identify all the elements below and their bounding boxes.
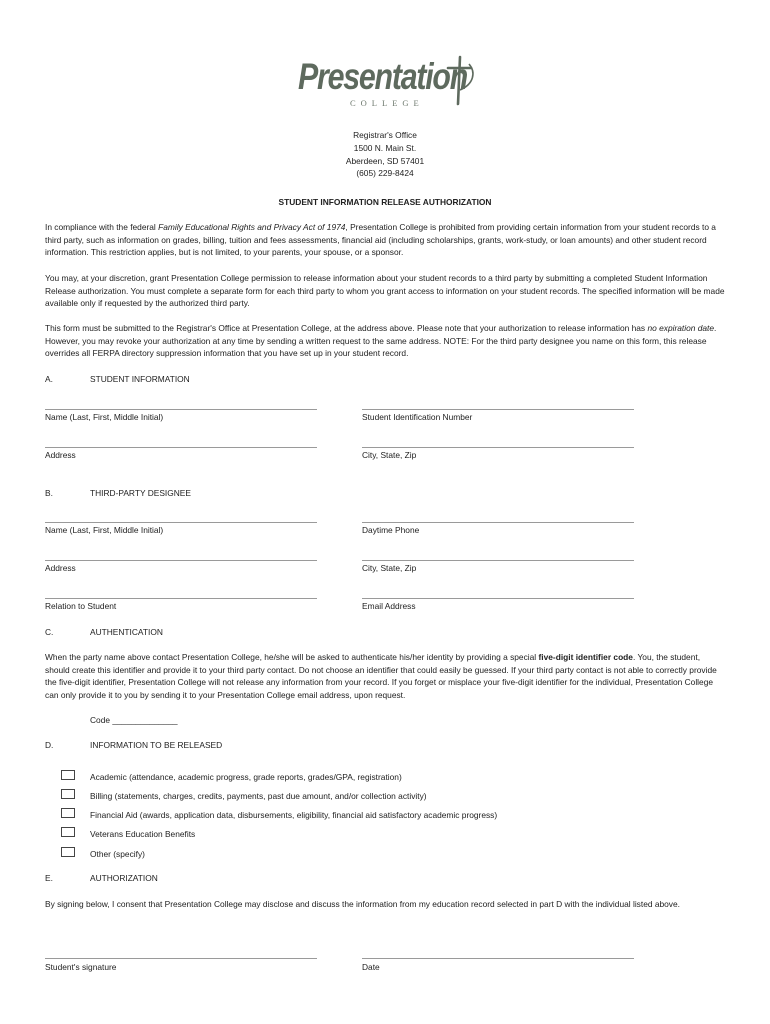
date-label: Date: [362, 962, 380, 972]
financial-aid-label: Financial Aid (awards, application data, disbursements, eligibility, financial aid satisfactory academic progress): [90, 810, 498, 820]
office-phone: (605) 229-8424: [356, 168, 414, 178]
section-d-letter: D.: [45, 740, 54, 750]
section-c-title: AUTHENTICATION: [90, 627, 163, 637]
logo-wordmark: Presentation: [298, 56, 468, 97]
section-e-letter: E.: [45, 873, 53, 883]
designee-address-label: Address: [45, 563, 76, 573]
billing-label: Billing (statements, charges, credits, payments, past due amount, and/or collection activity): [90, 791, 427, 801]
veterans-label: Veterans Education Benefits: [90, 829, 196, 839]
authentication-paragraph: When the party name above contact Presentation College, he/she will be asked to authenticate his/her identity by providing a special five-digit identifier code. You, the student, should create this identifier and provide it to your third party contact. Do not choose an identifier that could easily be guessed. If your third party contact is not able to correctly provide the five-digit identifier, Presentation College will not release any information from your record. If you forget or misplace your five-digit identifier for the individual, Presentation College can only provide it to you by sending it to your Presentation College email address, upon request.: [45, 652, 717, 700]
form-title: STUDENT INFORMATION RELEASE AUTHORIZATION: [278, 197, 492, 207]
designee-phone-label: Daytime Phone: [362, 525, 420, 535]
relation-label: Relation to Student: [45, 601, 117, 611]
student-address-label: Address: [45, 450, 76, 460]
office-city: Aberdeen, SD 57401: [345, 156, 425, 166]
student-address-field[interactable]: [45, 447, 317, 448]
section-c-letter: C.: [45, 627, 54, 637]
other-label: Other (specify): [90, 849, 145, 859]
permission-paragraph: You may, at your discretion, grant Presentation College permission to release information about your student records to a third party by submitting a completed Student Information Release authorization. You must complete a separate form for each third party to whom you grant access to information on your student records. The specified information will be made available only if requested by the authorized third party.: [45, 273, 725, 309]
authorization-paragraph: By signing below, I consent that Presentation College may disclose and discuss the information from my education record selected in part D with the individual listed above.: [45, 899, 680, 909]
section-a-title: STUDENT INFORMATION: [90, 374, 190, 384]
section-b-title: THIRD-PARTY DESIGNEE: [90, 488, 191, 498]
identifier-code-field[interactable]: Code ______________: [90, 715, 178, 725]
billing-checkbox[interactable]: [61, 789, 75, 799]
office-name: Registrar's Office: [353, 130, 417, 140]
academic-checkbox[interactable]: [61, 770, 75, 780]
student-city-label: City, State, Zip: [362, 450, 417, 460]
financial-aid-checkbox[interactable]: [61, 808, 75, 818]
signature-field[interactable]: [45, 958, 317, 959]
designee-city-label: City, State, Zip: [362, 563, 417, 573]
student-name-label: Name (Last, First, Middle Initial): [45, 412, 164, 422]
other-checkbox[interactable]: [61, 847, 75, 857]
relation-field[interactable]: [45, 598, 317, 599]
section-e-title: AUTHORIZATION: [90, 873, 158, 883]
designee-city-field[interactable]: [362, 560, 634, 561]
intro-paragraph: In compliance with the federal Family Educational Rights and Privacy Act of 1974, Presentation College is prohibited from providing certain information from your student records to a third party, such as information on grades, billing, tuition and fees assessments, financial aid (including scholarships, grants, work-study, or loan amounts) and other student record information. This restriction applies, but is not limited, to your parents, your spouse, or a sponsor.: [45, 222, 716, 258]
signature-label: Student's signature: [45, 962, 117, 972]
student-id-field[interactable]: [362, 409, 634, 410]
date-field[interactable]: [362, 958, 634, 959]
email-field[interactable]: [362, 598, 634, 599]
designee-phone-field[interactable]: [362, 522, 634, 523]
designee-address-field[interactable]: [45, 560, 317, 561]
section-a-letter: A.: [45, 374, 53, 384]
office-street: 1500 N. Main St.: [353, 143, 417, 153]
email-label: Email Address: [362, 601, 416, 611]
veterans-checkbox[interactable]: [61, 827, 75, 837]
student-name-field[interactable]: [45, 409, 317, 410]
section-d-title: INFORMATION TO BE RELEASED: [90, 740, 223, 750]
logo-subtitle: COLLEGE: [350, 98, 424, 108]
student-city-field[interactable]: [362, 447, 634, 448]
designee-name-field[interactable]: [45, 522, 317, 523]
designee-name-label: Name (Last, First, Middle Initial): [45, 525, 164, 535]
student-id-label: Student Identification Number: [362, 412, 473, 422]
college-logo: [298, 54, 478, 110]
section-b-letter: B.: [45, 488, 53, 498]
cross-icon: [438, 54, 478, 110]
academic-label: Academic (attendance, academic progress, grade reports, grades/GPA, registration): [90, 772, 402, 782]
submission-paragraph: This form must be submitted to the Registrar's Office at Presentation College, at the address above. Please note that your authorization to release information has no expiration date. However, you may revoke your authorization at any time by sending a written request to the same address. NOTE: For the third party designee you name on this form, this release overrides all FERPA directory suppression information that you have set up in your student record.: [45, 323, 717, 359]
